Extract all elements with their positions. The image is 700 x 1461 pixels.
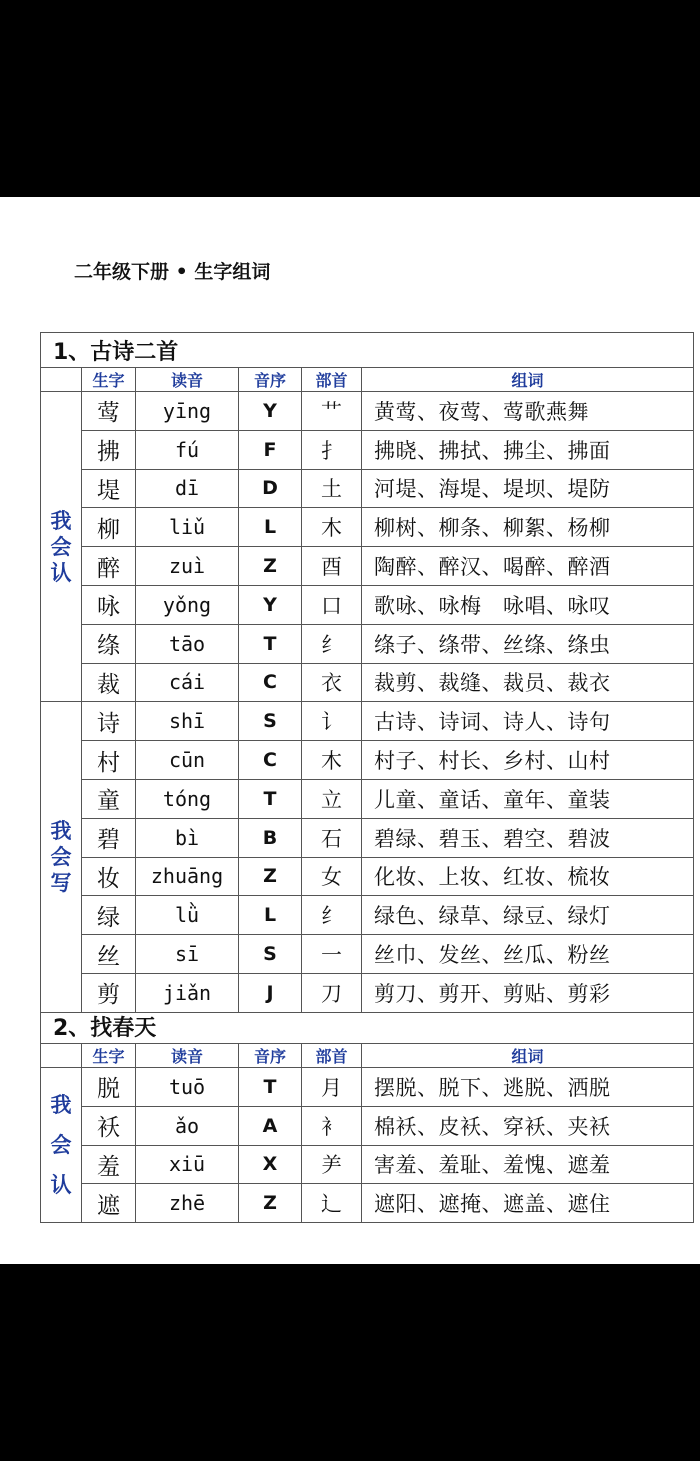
table-row bbox=[41, 1068, 694, 1107]
group-label-char: 我 bbox=[50, 819, 72, 844]
words-cell: 棉袄、皮袄、穿袄、夹袄 bbox=[362, 1106, 694, 1145]
radical-cell: 纟 bbox=[302, 624, 362, 663]
char-cell: 诗 bbox=[82, 702, 136, 741]
words-cell: 黄莺、夜莺、莺歌燕舞 bbox=[362, 392, 694, 431]
column-header-words: 组词 bbox=[362, 1044, 694, 1068]
table-row bbox=[41, 624, 694, 663]
char-cell: 脱 bbox=[82, 1068, 136, 1107]
radical-cell: 女 bbox=[302, 857, 362, 896]
radical-cell: 立 bbox=[302, 779, 362, 818]
corner-cell bbox=[41, 368, 82, 392]
radical-cell: 讠 bbox=[302, 702, 362, 741]
order-cell: C bbox=[239, 663, 302, 702]
order-cell: A bbox=[239, 1106, 302, 1145]
words-cell: 绦子、绦带、丝绦、绦虫 bbox=[362, 624, 694, 663]
group-label-char: 我 bbox=[50, 1093, 72, 1118]
group-label-char: 认 bbox=[50, 1173, 72, 1198]
group-label-char: 认 bbox=[50, 560, 72, 585]
table-row bbox=[41, 508, 694, 547]
radical-cell: 刀 bbox=[302, 973, 362, 1012]
words-cell: 剪刀、剪开、剪贴、剪彩 bbox=[362, 973, 694, 1012]
table-row bbox=[41, 392, 694, 431]
radical-cell: 衣 bbox=[302, 663, 362, 702]
table-row bbox=[41, 741, 694, 780]
table-row bbox=[41, 547, 694, 586]
words-cell: 柳树、柳条、柳絮、杨柳 bbox=[362, 508, 694, 547]
lesson-section-2 bbox=[40, 1009, 693, 1223]
group-recognize bbox=[41, 1068, 694, 1223]
group-write bbox=[41, 702, 694, 1012]
column-header-radical: 部首 bbox=[302, 1044, 362, 1068]
column-header-words: 组词 bbox=[362, 368, 694, 392]
pinyin-cell: jiǎn bbox=[136, 973, 239, 1012]
column-header-char: 生字 bbox=[82, 1044, 136, 1068]
pinyin-cell: tóng bbox=[136, 779, 239, 818]
radical-cell: 石 bbox=[302, 818, 362, 857]
radical-cell: 月 bbox=[302, 1068, 362, 1107]
order-cell: Z bbox=[239, 1184, 302, 1223]
order-cell: D bbox=[239, 469, 302, 508]
pinyin-cell: yǒng bbox=[136, 585, 239, 624]
char-cell: 遮 bbox=[82, 1184, 136, 1223]
char-cell: 裁 bbox=[82, 663, 136, 702]
order-cell: T bbox=[239, 779, 302, 818]
section-title: 2、找春天 bbox=[41, 1009, 694, 1044]
char-cell: 童 bbox=[82, 779, 136, 818]
group-label-char: 写 bbox=[50, 871, 72, 896]
table-row bbox=[41, 818, 694, 857]
column-header-pinyin: 读音 bbox=[136, 368, 239, 392]
order-cell: C bbox=[239, 741, 302, 780]
column-header-pinyin: 读音 bbox=[136, 1044, 239, 1068]
pinyin-cell: sī bbox=[136, 935, 239, 974]
char-cell: 妆 bbox=[82, 857, 136, 896]
radical-cell: 纟 bbox=[302, 896, 362, 935]
table-row bbox=[41, 973, 694, 1012]
pinyin-cell: shī bbox=[136, 702, 239, 741]
pinyin-cell: lǜ bbox=[136, 896, 239, 935]
radical-cell: 衤 bbox=[302, 1106, 362, 1145]
words-cell: 碧绿、碧玉、碧空、碧波 bbox=[362, 818, 694, 857]
pinyin-cell: bì bbox=[136, 818, 239, 857]
words-cell: 裁剪、裁缝、裁员、裁衣 bbox=[362, 663, 694, 702]
char-cell: 堤 bbox=[82, 469, 136, 508]
column-header-order: 音序 bbox=[239, 368, 302, 392]
order-cell: L bbox=[239, 508, 302, 547]
words-cell: 绿色、绿草、绿豆、绿灯 bbox=[362, 896, 694, 935]
char-cell: 绿 bbox=[82, 896, 136, 935]
group-label bbox=[41, 702, 82, 1012]
pinyin-cell: cūn bbox=[136, 741, 239, 780]
pinyin-cell: yīng bbox=[136, 392, 239, 431]
char-cell: 莺 bbox=[82, 392, 136, 431]
column-header-char: 生字 bbox=[82, 368, 136, 392]
order-cell: L bbox=[239, 896, 302, 935]
words-cell: 化妆、上妆、红妆、梳妆 bbox=[362, 857, 694, 896]
group-label-char: 会 bbox=[50, 1133, 72, 1158]
radical-cell: ⺶ bbox=[302, 1145, 362, 1184]
order-cell: Z bbox=[239, 857, 302, 896]
pinyin-cell: tuō bbox=[136, 1068, 239, 1107]
order-cell: T bbox=[239, 1068, 302, 1107]
table-row bbox=[41, 1145, 694, 1184]
order-cell: Z bbox=[239, 547, 302, 586]
table-row bbox=[41, 857, 694, 896]
words-cell: 河堤、海堤、堤坝、堤防 bbox=[362, 469, 694, 508]
order-cell: F bbox=[239, 430, 302, 469]
group-label-char: 会 bbox=[50, 845, 72, 870]
char-cell: 柳 bbox=[82, 508, 136, 547]
group-label bbox=[41, 1068, 82, 1223]
radical-cell: 木 bbox=[302, 508, 362, 547]
words-cell: 拂晓、拂拭、拂尘、拂面 bbox=[362, 430, 694, 469]
vocab-table bbox=[40, 332, 694, 1013]
group-label-char: 会 bbox=[50, 534, 72, 559]
pinyin-cell: fú bbox=[136, 430, 239, 469]
radical-cell: 一 bbox=[302, 935, 362, 974]
column-header-radical: 部首 bbox=[302, 368, 362, 392]
table-row bbox=[41, 585, 694, 624]
pinyin-cell: tāo bbox=[136, 624, 239, 663]
radical-cell: 艹 bbox=[302, 392, 362, 431]
table-row bbox=[41, 935, 694, 974]
order-cell: S bbox=[239, 702, 302, 741]
order-cell: T bbox=[239, 624, 302, 663]
group-recognize bbox=[41, 392, 694, 702]
order-cell: S bbox=[239, 935, 302, 974]
table-row bbox=[41, 702, 694, 741]
pinyin-cell: zhuāng bbox=[136, 857, 239, 896]
radical-cell: 辶 bbox=[302, 1184, 362, 1223]
order-cell: B bbox=[239, 818, 302, 857]
radical-cell: 土 bbox=[302, 469, 362, 508]
char-cell: 碧 bbox=[82, 818, 136, 857]
words-cell: 害羞、羞耻、羞愧、遮羞 bbox=[362, 1145, 694, 1184]
words-cell: 摆脱、脱下、逃脱、洒脱 bbox=[362, 1068, 694, 1107]
table-row bbox=[41, 1184, 694, 1223]
char-cell: 丝 bbox=[82, 935, 136, 974]
order-cell: X bbox=[239, 1145, 302, 1184]
radical-cell: 口 bbox=[302, 585, 362, 624]
table-row bbox=[41, 779, 694, 818]
group-label bbox=[41, 392, 82, 702]
words-cell: 儿童、童话、童年、童装 bbox=[362, 779, 694, 818]
pinyin-cell: liǔ bbox=[136, 508, 239, 547]
table-row bbox=[41, 663, 694, 702]
char-cell: 袄 bbox=[82, 1106, 136, 1145]
section-title: 1、古诗二首 bbox=[41, 333, 694, 368]
char-cell: 拂 bbox=[82, 430, 136, 469]
char-cell: 村 bbox=[82, 741, 136, 780]
pinyin-cell: ǎo bbox=[136, 1106, 239, 1145]
words-cell: 古诗、诗词、诗人、诗句 bbox=[362, 702, 694, 741]
pinyin-cell: zuì bbox=[136, 547, 239, 586]
radical-cell: 扌 bbox=[302, 430, 362, 469]
pinyin-cell: dī bbox=[136, 469, 239, 508]
table-row bbox=[41, 469, 694, 508]
char-cell: 剪 bbox=[82, 973, 136, 1012]
document-title: 二年级下册 • 生字组词 bbox=[74, 261, 271, 283]
lesson-section-1 bbox=[40, 332, 693, 1013]
table-row bbox=[41, 430, 694, 469]
order-cell: Y bbox=[239, 392, 302, 431]
document-page bbox=[0, 197, 700, 1264]
words-cell: 歌咏、咏梅 咏唱、咏叹 bbox=[362, 585, 694, 624]
table-row bbox=[41, 1106, 694, 1145]
pinyin-cell: cái bbox=[136, 663, 239, 702]
radical-cell: 酉 bbox=[302, 547, 362, 586]
words-cell: 丝巾、发丝、丝瓜、粉丝 bbox=[362, 935, 694, 974]
char-cell: 羞 bbox=[82, 1145, 136, 1184]
order-cell: J bbox=[239, 973, 302, 1012]
char-cell: 绦 bbox=[82, 624, 136, 663]
pinyin-cell: zhē bbox=[136, 1184, 239, 1223]
words-cell: 遮阳、遮掩、遮盖、遮住 bbox=[362, 1184, 694, 1223]
words-cell: 陶醉、醉汉、喝醉、醉酒 bbox=[362, 547, 694, 586]
group-label-char: 我 bbox=[50, 508, 72, 533]
table-row bbox=[41, 896, 694, 935]
radical-cell: 木 bbox=[302, 741, 362, 780]
order-cell: Y bbox=[239, 585, 302, 624]
vocab-table bbox=[40, 1009, 694, 1223]
char-cell: 咏 bbox=[82, 585, 136, 624]
words-cell: 村子、村长、乡村、山村 bbox=[362, 741, 694, 780]
char-cell: 醉 bbox=[82, 547, 136, 586]
pinyin-cell: xiū bbox=[136, 1145, 239, 1184]
column-header-order: 音序 bbox=[239, 1044, 302, 1068]
corner-cell bbox=[41, 1044, 82, 1068]
